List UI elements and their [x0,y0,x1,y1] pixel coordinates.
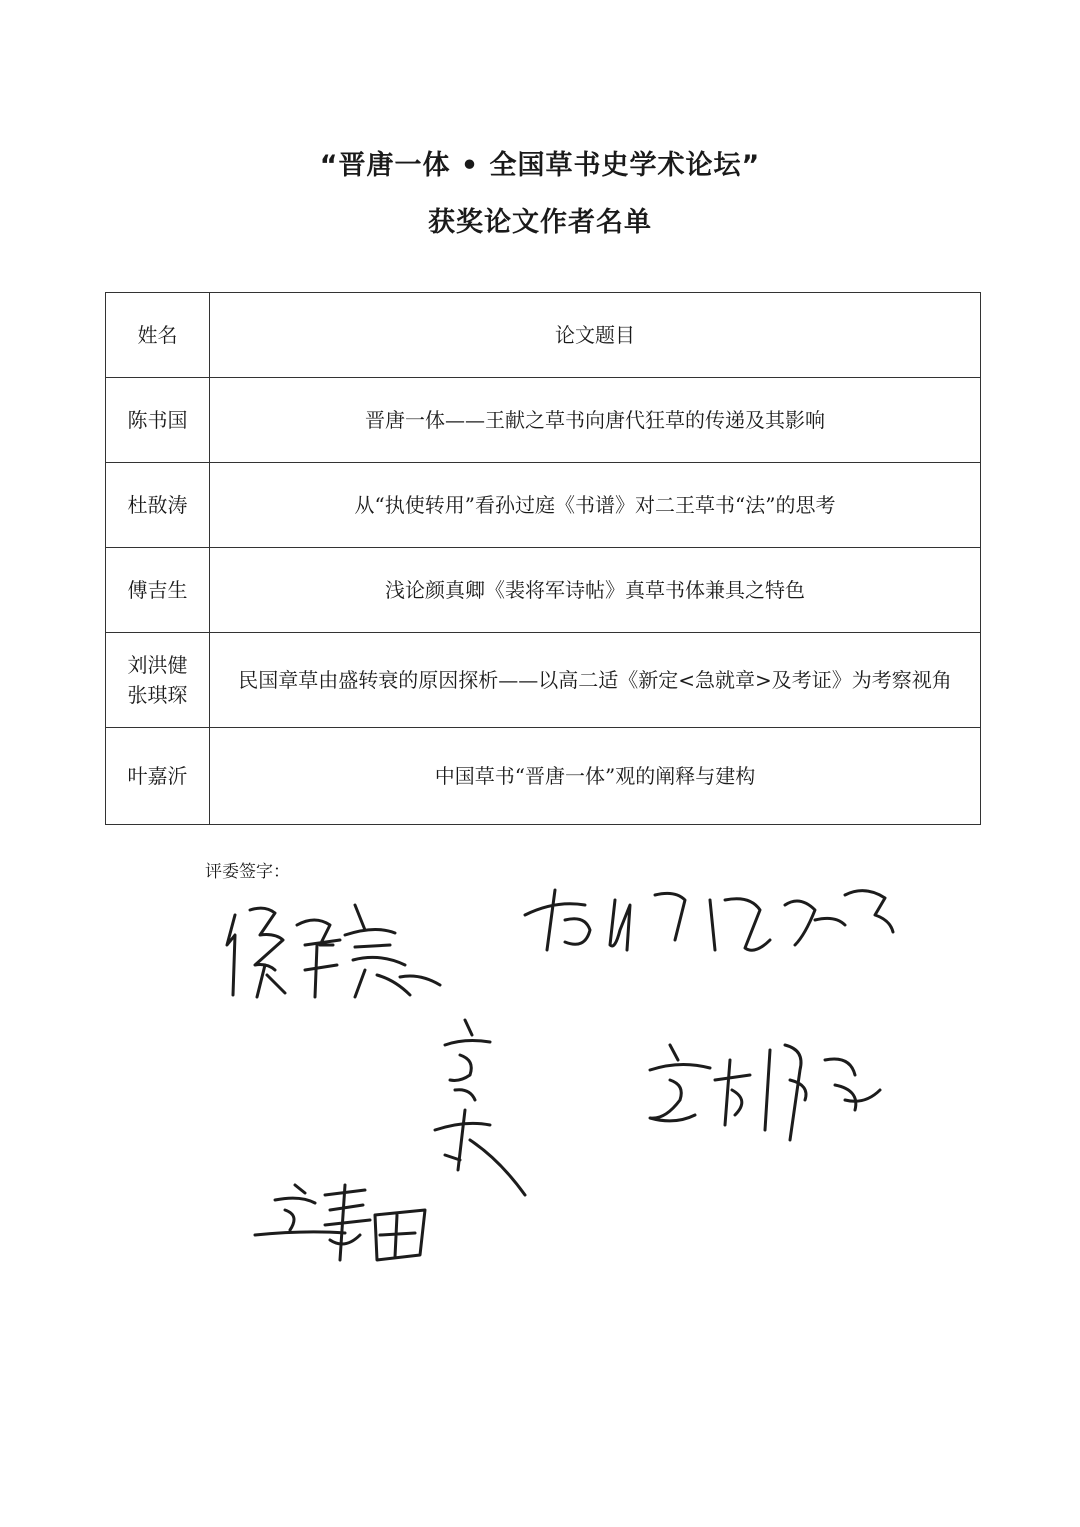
judge-signature-5 [245,1175,435,1280]
document-subtitle: 获奖论文作者名单 [428,207,652,238]
author-names [106,633,210,728]
table-row [106,378,981,463]
author-name: 傅吉生 [106,548,210,633]
table-header-row [106,293,981,378]
judge-signature-3 [420,1010,540,1205]
table-row [106,548,981,633]
paper-title: 浅论颜真卿《裴将军诗帖》真草书体兼具之特色 [210,548,981,633]
author-name: 叶嘉沂 [106,728,210,825]
paper-title: 中国草书“晋唐一体”观的阐释与建构 [210,728,981,825]
judges-signature-label: 评委签字： [205,862,290,882]
judge-signature-1 [205,885,460,1010]
paper-title: 晋唐一体——王献之草书向唐代狂草的传递及其影响 [210,378,981,463]
author-name: 杜敔涛 [106,463,210,548]
table-row [106,463,981,548]
author-name: 陈书国 [106,378,210,463]
header-name: 姓名 [106,293,210,378]
judge-signature-2 [515,870,905,965]
table-row [106,728,981,825]
paper-title: 从“执使转用”看孙过庭《书谱》对二王草书“法”的思考 [210,463,981,548]
paper-title: 民国章草由盛转衰的原因探析——以高二适《新定<急就章>及考证》为考察视角 [210,633,981,728]
author-name: 张琪琛 [127,683,188,707]
awards-table [105,292,981,825]
document-title: “晋唐一体 • 全国草书史学术论坛” [319,150,761,181]
author-name: 刘洪健 [127,653,188,677]
table-row [106,633,981,728]
header-title: 论文题目 [210,293,981,378]
judge-signature-4 [640,1030,895,1155]
